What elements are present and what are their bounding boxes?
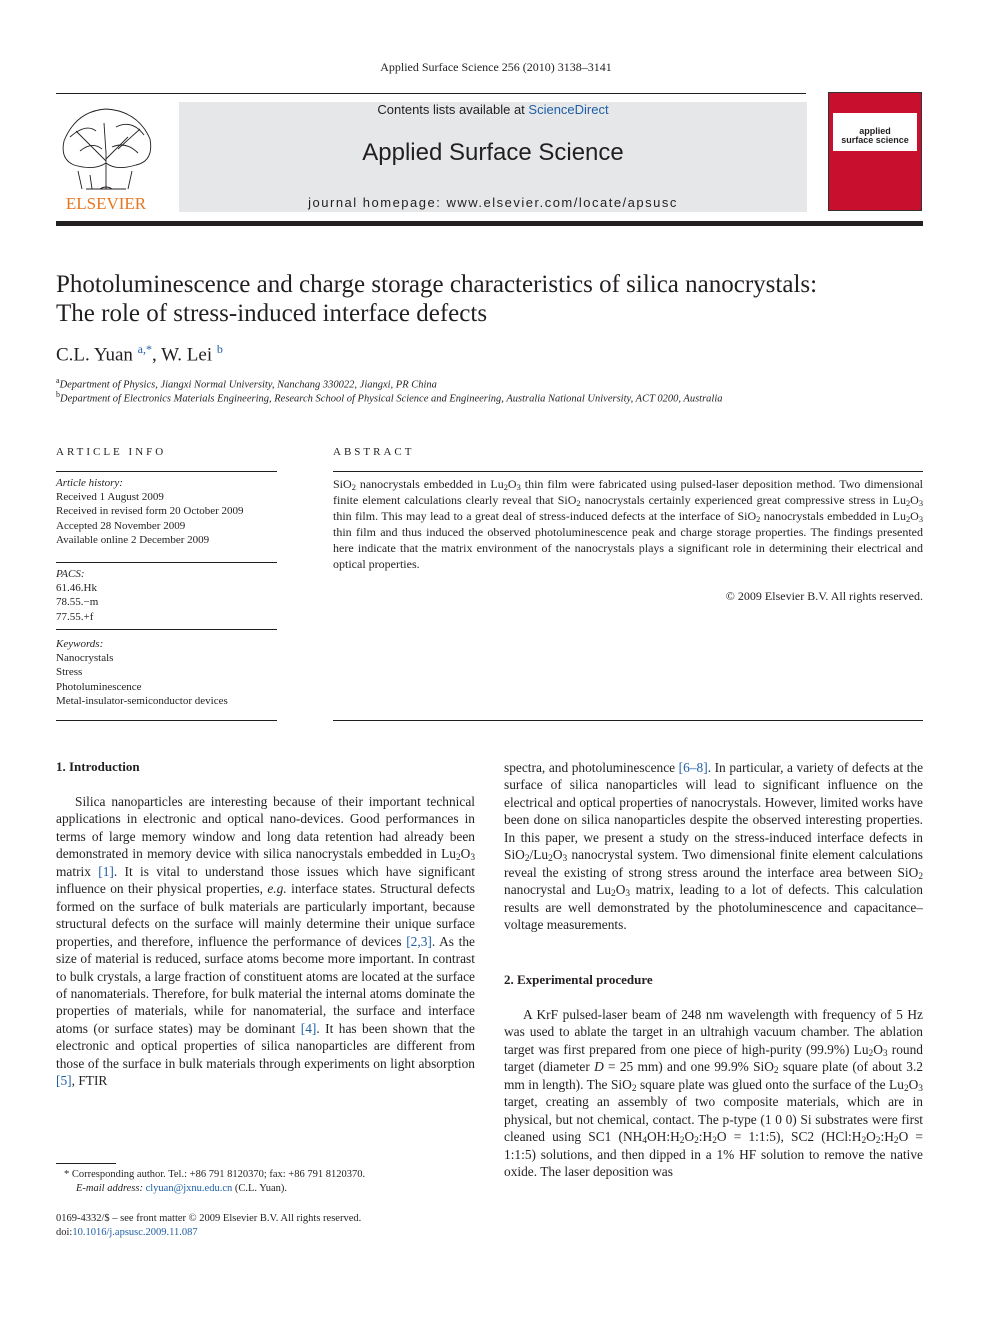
doi-link[interactable]: 10.1016/j.apsusc.2009.11.087: [72, 1227, 198, 1238]
corresponding-info: Corresponding author. Tel.: +86 791 8120370; fax: +86 791 8120370.: [71, 1169, 366, 1180]
header-thick-rule: [56, 221, 923, 226]
journal-citation: Applied Surface Science 256 (2010) 3138–3141: [380, 60, 612, 74]
footnote-rule: [56, 1163, 116, 1164]
revised-date: Received in revised form 20 October 2009: [56, 505, 244, 518]
author-name: , W. Lei: [151, 344, 213, 366]
author-name: C.L. Yuan: [56, 344, 133, 366]
abstract-text: SiO$_2$ nanocrystals embedded in $Lu_2O_3$ thin film were fabricated using pulsed-laser deposition method. Two dimensional finite element calculations clearly reveal that SiO$_2$ nanocrystals certainly experienced great compressive stress in $Lu_2O_3$ thin film. This may lead to a great deal of stress-induced defects at the interface of SiO$_2$ nanocrystals embedded in $Lu_2O_3$ thin film and thus induced the observed photoluminescence peak and charge storage properties. The findings presented here indicate that the matrix environment of the nanocrystals plays a significant role in determining their electrical and optical properties.: [333, 477, 924, 571]
introduction-text-continued: spectra, and photoluminescence [6–8]. In particular, a variety of defects at the surface of silica nanoparticles will lead to significant influence on the electrical and optical properties of nanocrystals. However, limited works have been done on silica nanoparticles despite the observed interesting properties. In this paper, we present a study on the stress-induced interface defects in $SiO_2/Lu_2O_3$ nanocrystal system. Two dimensional finite element calculations reveal the existing of strong stress around the interface area between SiO$_2$ nanocrystal and $Lu_2O_3$ matrix, leading to a lot of defects. This calculation results are well demonstrated by the photoluminescence and capacitance–voltage measurements.: [504, 760, 924, 933]
section-heading-experimental: 2. Experimental procedure: [504, 972, 653, 987]
keywords-label: Keywords:: [56, 638, 104, 650]
online-date: Available online 2 December 2009: [56, 533, 210, 546]
history-label: Article history:: [56, 477, 123, 489]
received-date: Received 1 August 2009: [56, 491, 164, 504]
affiliation-mark: b: [56, 390, 60, 399]
pacs-code: 78.55.−m: [56, 596, 99, 609]
pacs-code: 77.55.+f: [56, 610, 94, 623]
article-history: [56, 476, 277, 547]
divider: [56, 562, 277, 563]
divider: [56, 629, 277, 630]
sciencedirect-link[interactable]: ScienceDirect: [528, 102, 609, 117]
author-affil-mark[interactable]: b: [216, 342, 223, 356]
section-heading-introduction: 1. Introduction: [56, 759, 140, 774]
keyword: Photoluminescence: [56, 680, 142, 693]
keywords-block: [56, 637, 277, 708]
corresponding-footnote: * Corresponding author. Tel.: +86 791 8120370; fax: +86 791 8120370. E-mail address: clyuan@jxnu.edu.cn (C.L. Yuan).: [64, 1169, 366, 1194]
divider: [333, 471, 923, 472]
affiliation-mark: a: [56, 376, 60, 385]
journal-cover-thumbnail[interactable]: [828, 92, 922, 211]
title-line-2: The role of stress-induced interface defects: [56, 300, 488, 327]
abstract-label: ABSTRACT: [333, 446, 415, 458]
cover-title: [833, 127, 917, 145]
author-list: [56, 342, 223, 366]
email-suffix: (C.L. Yuan).: [232, 1183, 287, 1194]
keyword: Nanocrystals: [56, 652, 114, 665]
affiliation: [56, 376, 437, 391]
affiliation-text: Department of Electronics Materials Engineering, Research School of Physical Science and Engineering, Australia National University, ACT 0200, Australia: [60, 393, 723, 405]
experimental-text: A KrF pulsed-laser beam of 248 nm wavelength with frequency of 5 Hz was used to ablate the target in an ultrahigh vacuum chamber. The ablation target was first prepared from one piece of high-purity (99.9%) $Lu_2O_3$ round target (diameter D = 25 mm) and one 99.9% SiO$_2$ square plate (of about 3.2 mm in length). The SiO$_2$ square plate was glued onto the surface of the $Lu_2O_3$ target, creating an assembly of two composite materials, which are in physical, but not chemical, contact. The p-type (1 0 0) Si substrates were first cleaned using SC1 ($NH_4OH:H_2O_2:H_2O$ = 1:1:5), SC2 ($HCl:H_2O_2:H_2O$ = 1:1:5) solutions, and then dipped in a 1% HF solution to remove the native oxide. The laser deposition was: [504, 1007, 924, 1180]
divider: [56, 720, 277, 721]
divider: [333, 720, 923, 721]
pacs-label: PACS:: [56, 568, 85, 580]
contents-prefix: Contents lists available at: [377, 102, 529, 117]
divider: [56, 471, 277, 472]
corresponding-mark[interactable]: *: [145, 342, 152, 356]
email-link[interactable]: clyuan@jxnu.edu.cn: [145, 1183, 233, 1194]
article-title: [56, 270, 926, 328]
contents-line: [179, 102, 807, 117]
journal-name: Applied Surface Science: [362, 139, 624, 166]
author-affil-mark[interactable]: a,: [137, 342, 146, 356]
front-matter-line: 0169-4332/$ – see front matter © 2009 Elsevier B.V. All rights reserved.: [56, 1213, 362, 1224]
keyword: Metal-insulator-semiconductor devices: [56, 694, 228, 707]
cover-title-line2: surface science: [841, 135, 909, 145]
elsevier-logo[interactable]: [56, 101, 156, 213]
header-rule: [56, 93, 806, 94]
email-label: E-mail address:: [76, 1183, 146, 1194]
introduction-text: Silica nanoparticles are interesting because of their important technical applications in electronic and optical nano-devices. Good performances in terms of large memory window and long data retention had already been demonstrated in memory device with silica nanocrystals embedded in $Lu_2O_3$ matrix [1]. It is vital to understand those issues which have significant influence on their physical properties, e.g. interface states. Structural defects formed on the surface of bulk materials are particularly important, because structural defects on the surface will mainly determine their unique surface properties, and therefore, influence the performance of devices [2,3]. As the size of material is reduced, surface atoms become more important. In contrast to bulk crystals, a large fraction of constituent atoms are located at the surface of nanomaterials. Therefore, for bulk material the internal atoms dominate the properties of materials, while for nanomaterial, the surface and interface atoms (or surface states) may be dominant [4]. It has been shown that the electronic and optical properties of silica nanoparticles are different from those of the surface in bulk materials through experiments on light absorption [5], FTIR: [56, 794, 476, 1089]
title-line-1: Photoluminescence and charge storage characteristics of silica nanocrystals:: [56, 271, 818, 298]
elsevier-wordmark: ELSEVIER: [65, 194, 147, 213]
cover-title-line1: applied: [859, 126, 891, 136]
journal-homepage[interactable]: journal homepage: www.elsevier.com/locate/apsusc: [308, 195, 678, 210]
affiliation-text: Department of Physics, Jiangxi Normal University, Nanchang 330022, Jiangxi, PR China: [59, 379, 437, 391]
accepted-date: Accepted 28 November 2009: [56, 519, 186, 532]
article-info-label: ARTICLE INFO: [56, 446, 167, 458]
keyword: Stress: [56, 666, 83, 679]
doi-label: doi:: [56, 1227, 73, 1238]
elsevier-tree-icon: [56, 101, 156, 213]
pacs-block: [56, 567, 277, 624]
front-matter: [56, 1212, 361, 1240]
affiliation: [56, 390, 723, 405]
copyright-notice: © 2009 Elsevier B.V. All rights reserved.: [725, 589, 923, 603]
pacs-code: 61.46.Hk: [56, 582, 97, 595]
